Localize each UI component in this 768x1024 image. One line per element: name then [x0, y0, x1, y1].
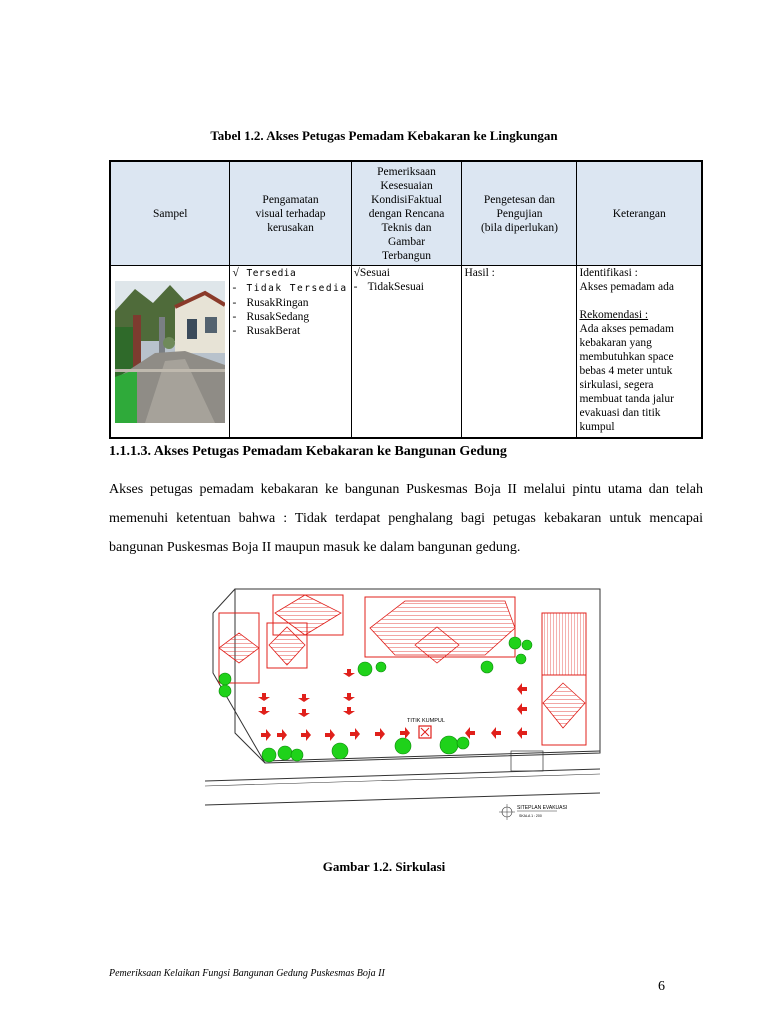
- plan-scale: SKALA 1 : 200: [519, 814, 542, 818]
- rekomendasi-line: membuat tanda jalur: [579, 393, 674, 405]
- site-plan-figure: [205, 583, 605, 828]
- identifikasi-label: Identifikasi :: [579, 267, 638, 279]
- plan-title: SITEPLAN EVAKUASI: [517, 805, 568, 811]
- sample-photo: [115, 281, 225, 423]
- table-caption: Tabel 1.2. Akses Petugas Pemadam Kebakaran ke Lingkungan: [210, 128, 558, 143]
- figure-caption: Gambar 1.2. Sirkulasi: [322, 859, 446, 874]
- header-visual: Pengamatan visual terhadap kerusakan: [230, 161, 351, 266]
- rekomendasi-line: kebakaran yang: [579, 337, 652, 349]
- kesesuaian-options-cell: [351, 266, 462, 439]
- kesesuaian-option: √Sesuai: [353, 267, 390, 279]
- kesesuaian-option: - TidakSesuai: [353, 281, 425, 293]
- section-paragraph: Akses petugas pemadam kebakaran ke bangunan Puskesmas Boja II melalui pintu utama dan telah memenuhi ketentuan bahwa : Tidak terdapat penghalang bagi petugas kebakaran untuk mencapai bangunan Puskesmas Boja II maupun masuk ke dalam bangunan gedung.: [109, 482, 703, 555]
- visual-option: - Tidak Tersedia: [232, 282, 348, 294]
- inspection-table: [109, 160, 703, 439]
- footer-title: Pemeriksaan Kelaikan Fungsi Bangunan Gedung Puskesmas Boja II: [109, 968, 385, 979]
- identifikasi-text: Akses pemadam ada: [579, 281, 674, 293]
- visual-option: - RusakRingan: [232, 297, 309, 309]
- visual-option: - RusakBerat: [232, 325, 301, 337]
- pengujian-cell: Hasil :: [462, 266, 577, 439]
- table-row: [110, 266, 702, 439]
- header-pengujian: Pengetesan dan Pengujian (bila diperlukan): [462, 161, 577, 266]
- page-number: 6: [658, 979, 665, 994]
- table-header-row: [110, 161, 702, 266]
- keterangan-cell: [577, 266, 702, 439]
- header-sampel: Sampel: [110, 161, 230, 266]
- rekomendasi-line: sirkulasi, segera: [579, 379, 654, 391]
- visual-option: √ Tersedia: [232, 267, 297, 279]
- visual-option: - RusakSedang: [232, 311, 310, 323]
- rekomendasi-line: evakuasi dan titik: [579, 407, 661, 419]
- rekomendasi-label: Rekomendasi :: [579, 309, 649, 321]
- header-keterangan: Keterangan: [577, 161, 702, 266]
- visual-options-cell: [230, 266, 351, 439]
- section-heading: 1.1.1.3. Akses Petugas Pemadam Kebakaran ke Bangunan Gedung: [109, 444, 507, 459]
- assembly-point-label: TITIK KUMPUL: [407, 718, 445, 724]
- header-kesesuaian: Pemeriksaan Kesesuaian KondisiFaktual dengan Rencana Teknis dan Gambar Terbangun: [351, 161, 462, 266]
- rekomendasi-line: kumpul: [579, 421, 615, 433]
- rekomendasi-line: membutuhkan space: [579, 351, 674, 363]
- sample-photo-cell: [110, 266, 230, 439]
- rekomendasi-line: Ada akses pemadam: [579, 323, 674, 335]
- rekomendasi-line: bebas 4 meter untuk: [579, 365, 673, 377]
